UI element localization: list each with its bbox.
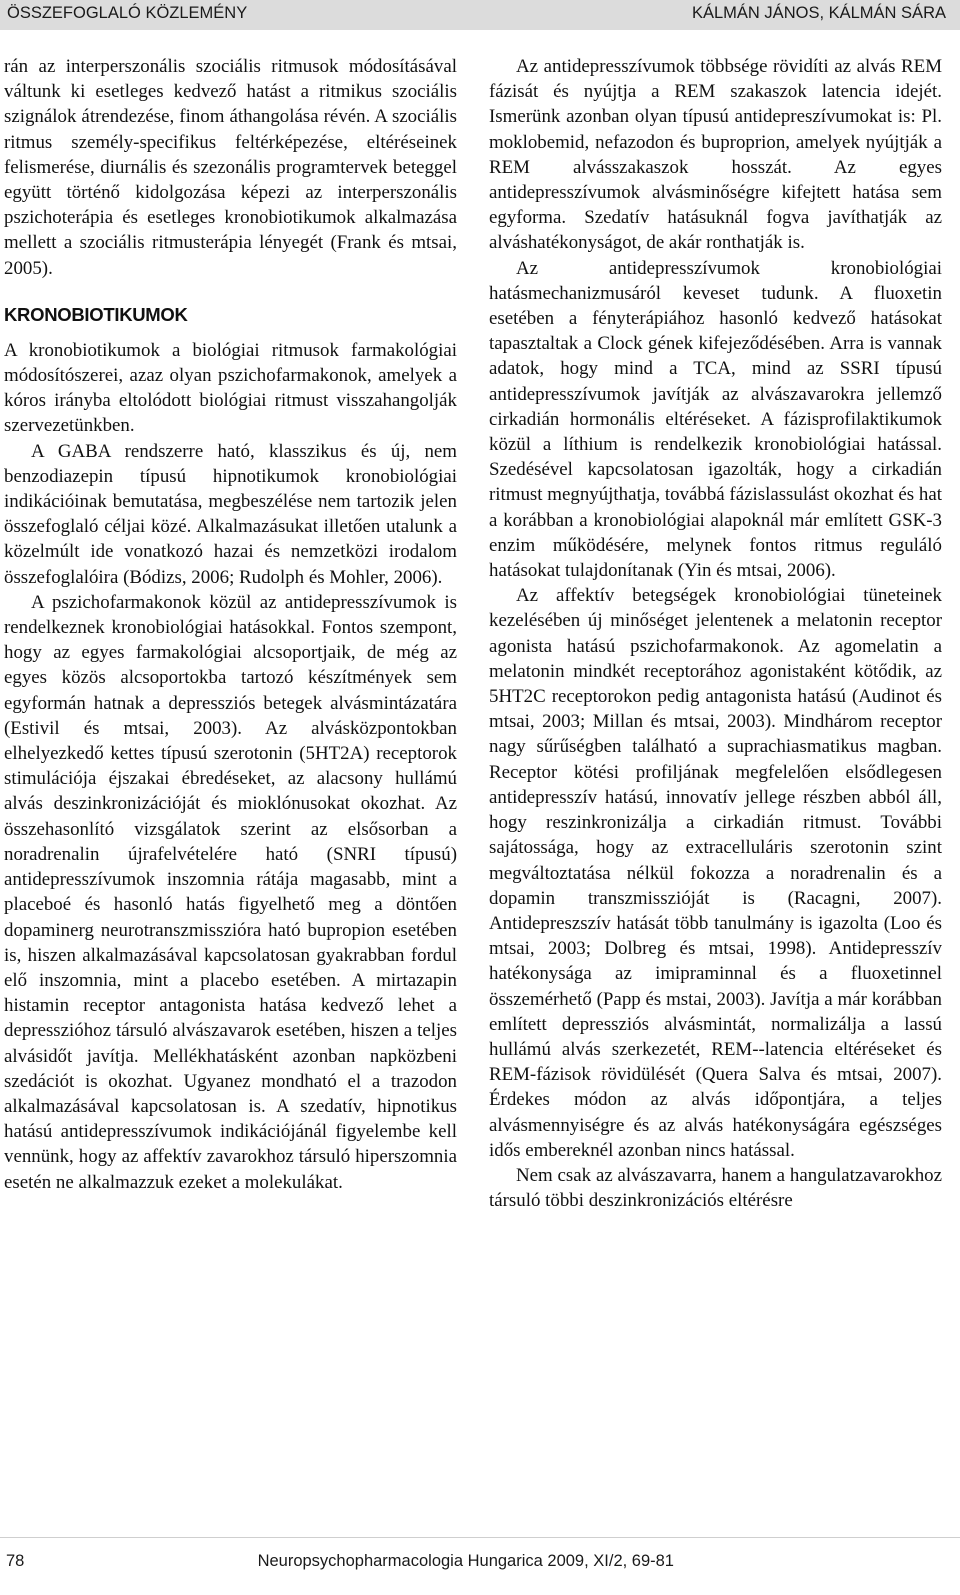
journal-citation: Neuropsychopharmacologia Hungarica 2009, XI/2, 69-81 — [257, 1552, 674, 1570]
paragraph: Az antidepresszívumok többsége rövidíti az alvás REM fázisát és nyújtja a REM szakaszok latencia idejét. Ismerünk azonban olyan típusú antidepreszívumokat is: Pl. moklobemid, nefazodon és buproprion, amelyek nyújtják a REM alvásszakaszok hosszát. Az egyes antidepresszívumok alvásminőségre kifejtett hatása sem egyforma. Szedatív hatásuknál fogva javíthatják az alváshatékonyságot, de akár ronthatják is. — [489, 56, 942, 254]
section-heading: KRONOBIOTIKUMOK — [4, 303, 188, 325]
footer-divider — [0, 1537, 960, 1538]
paragraph: Az antidepresszívumok kronobiológiai hatásmechanizmusáról keveset tudunk. A fluoxetin esetében a fényterápiához hasonló kedvező hatásokat tapasztaltak a Clock gének kifejeződésében. Arra is vannak adatok, hogy mind a TCA, mind az SSRI típusú antidepresszívumok javítják az alvászavarokra jellemző cirkadián hormonális eltéréseket. A fázisprofilaktikumok közül a líthium is rendelkezik kronobiológiai hatással. Szedésével kapcsolatosan igazolták, hogy a cirkadián ritmust megnyújthatja, továbbá fázislassulást okozhat és hat a korábban a kronobiológiai alapoknál már említett GSK-3 enzim működésére, melynek fontos ritmus reguláló hatásokat tulajdonítanak (Yin és mtsai, 2006). — [489, 257, 942, 582]
left-column — [4, 54, 457, 1195]
paragraph: A pszichofarmakonok közül az antidepresszívumok is rendelkeznek kronobiológiai hatásokkal. Fontos szempont, hogy az egyes farmakológiai alcsoportjaik, de még az egyes közös alcsoportokba tartozó készítmények sem egyformán hatnak a depressziós betegek alvásmintázatára (Estivil és mtsai, 2003). Az alvásközpontokban elhelyezkedő kettes típusú szerotonin (5HT2A) receptorok stimulációja éjszakai ébredéseket, az alacsony hullámú alvás deszinkronizációját és mioklónusokat okozhat. Az összehasonlító vizsgálatok szerint az elsősorban a noradrenalin újrafelvételére ható (SNRI típusú) antidepresszívumok inszomnia rátája magasabb, mint a placeboé és hasonló hatás figyelhető meg a döntően dopaminerg neurotranszmisszióra ható bupropion esetében is, hiszen alkalmazásával kapcsolatosan gyakrabban fordul elő inszomnia, mint a placebo esetében. A mirtazapin histamin receptor antagonista hatása kedvező lehet a depresszióhoz társuló alvászavarok esetében, hiszen a teljes alvásidőt javítja. Mellékhatásként azonban napközbeni szedációt is okozhat. Ugyanez mondható el a trazodon alkalmazásával kapcsolatosan is. A szedatív, hipnotikus hatású antidepresszívumok indikációjánál figyelembe kell vennünk, hogy az affektív zavarokhoz társuló hiperszomnia esetén ne alkalmazzuk ezeket a molekulákat. — [4, 591, 457, 1193]
paragraph: Nem csak az alvászavarra, hanem a hangulatzavarokhoz társuló többi deszinkronizációs eltérésre — [489, 1164, 942, 1212]
intro-paragraph: rán az interperszonális szociális ritmusok módosításával váltunk ki esetleges kedvező hatást a ritmikus szociális szignálok átrendezése, finom áthangolása révén. A szociális ritmus személy-specifikus feltérképezése, eltéréseinek felismerése, diurnális és szezonális programtervek beteggel együtt történő kidolgozása képezi az interperszonális pszichoterápia és esetleges kronobiotikumok alkalmazása mellett a szociális ritmusterápia lényegét (Frank és mtsai, 2005). — [4, 56, 457, 279]
right-column — [489, 54, 942, 1213]
running-head — [0, 0, 960, 30]
paragraph: Az affektív betegségek kronobiológiai tüneteinek kezelésében új minőséget jelentenek a melatonin receptor agonista hatású pszichofarmakonok. Az agomelatin a melatonin mindkét receptorához agonistaként kötődik, az 5HT2C receptorokon pedig antagonista hatású (Audinot és mtsai, 2003; Millan és mtsai, 2003). Mindhárom receptor nagy sűrűségben található a suprachiasmatikus magban. Receptor kötési profiljának megfelelően elsődlegesen antidepresszív hatású, innovatív jellege részben abból áll, hogy reszinkronizálja a cirkadián ritmust. További sajátossága, hogy az extracelluláris szerotonin szint megváltoztatása nélkül fokozza a noradrenalin és a dopamin transzmisszióját is (Racagni, 2007). Antidepreszszív hatását több tanulmány is igazolta (Loo és mtsai, 2003; Dolbreg és mtsai, 1998). Antidepresszív hatékonysága az imipraminnal és a fluoxetinnel összemérhető (Papp és mstai, 2003). Javítja a már korábban említett depressziós alvásmintát, normalizálja a lassú hullámú alvás szerkezetét, REM--latencia eltéréseket és REM-fázisok rövidülését (Quera Salva és mtsai, 2007). Érdekes módon az alvás időpontjára, a teljes alvásmennyiségre és az alvás hatékonyságára egészséges idős embereknél azonban nincs hatással. — [489, 585, 942, 1161]
article-authors: KÁLMÁN JÁNOS, KÁLMÁN SÁRA — [692, 4, 946, 22]
section-label: ÖSSZEFOGLALÓ KÖZLEMÉNY — [7, 4, 248, 22]
page-number: 78 — [6, 1552, 25, 1570]
paragraph: A kronobiotikumok a biológiai ritmusok farmakológiai módosítószerei, azaz olyan pszichofarmakonok, amelyek a kóros irányba eltolódott biológiai ritmust visszahangolják szervezetünkben. — [4, 339, 457, 437]
paragraph: A GABA rendszerre ható, klasszikus és új, nem benzodiazepin típusú hipnotikumok kronobiológiai indikációinak bemutatása, megbeszélése nem tartozik jelen összefoglaló céljai közé. Alkalmazásukat illetően utalunk a közelmúlt ide vonatkozó hazai és nemzetközi irodalom összefoglalóira (Bódizs, 2006; Rudolph és Mohler, 2006). — [4, 440, 457, 588]
